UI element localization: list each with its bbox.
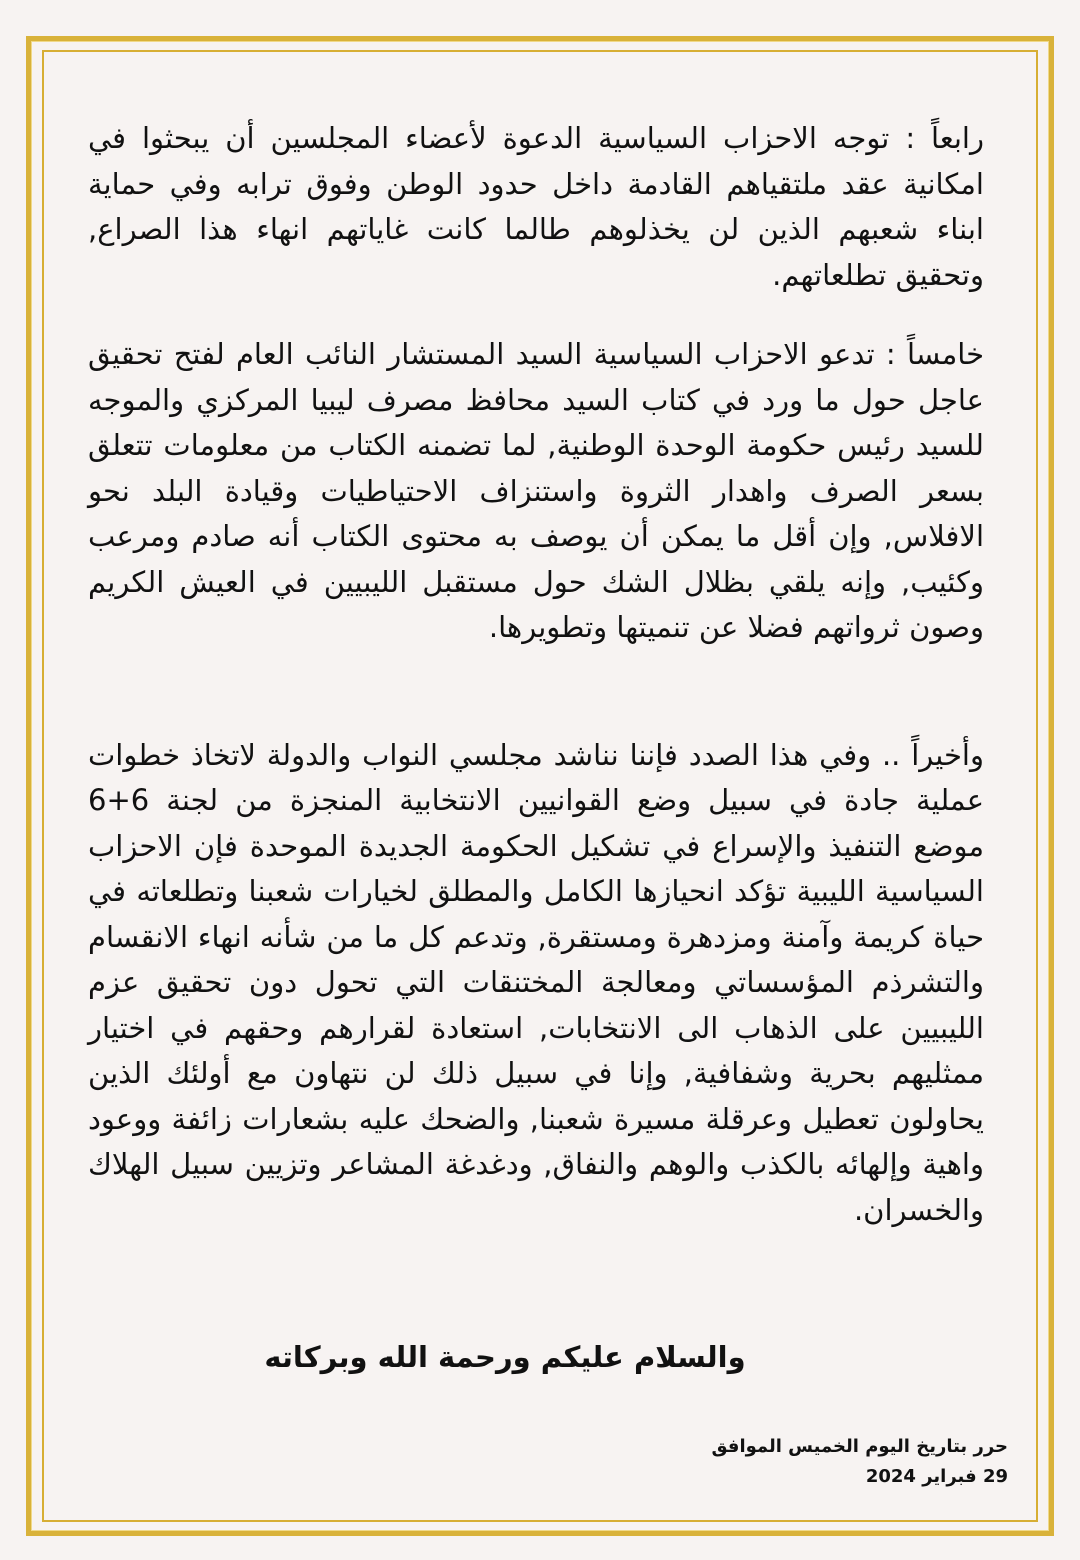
document-body bbox=[88, 116, 984, 1233]
issued-line: حرر بتاريخ اليوم الخميس الموافق bbox=[711, 1436, 1008, 1457]
paragraph-fourth: رابعاً : توجه الاحزاب السياسية الدعوة لأعضاء المجلسين أن يبحثوا في امكانية عقد ملتقياهم القادمة داخل حدود الوطن وفوق ترابه وفي حماية ابناء شعبهم الذين لن يخذلوهم طالما كانت غاياتهم انهاء هذا الصراع, وتحقيق تطلعاتهم. bbox=[88, 121, 984, 292]
paragraph-finally: وأخيراً .. وفي هذا الصدد فإننا نناشد مجلسي النواب والدولة لاتخاذ خطوات عملية جادة في سبيل وضع القوانيين الانتخابية المنجزة من لجنة 6+6 موضع التنفيذ والإسراع في تشكيل الحكومة الجديدة الموحدة فإن الاحزاب السياسية الليبية تؤكد انحيازها الكامل والمطلق لخيارات شعبنا وتطلعاته في حياة كريمة وآمنة ومزدهرة ومستقرة, وتدعم كل ما من شأنه انهاء الانقسام والتشرذم المؤسساتي ومعالجة المختنقات التي تحول دون تحقيق عزم الليبيين على الذهاب الى الانتخابات, استعادة لقرارهم وحقهم في اختيار ممثليهم بحرية وشفافية, وإنا في سبيل ذلك لن نتهاون مع أولئك الذين يحاولون تعطيل وعرقلة مسيرة شعبنا, والضحك عليه بشعارات زائفة ووعود واهية وإلهائه بالكذب والوهم والنفاق, ودغدغة المشاعر وتزيين سبيل الهلاك والخسران. bbox=[88, 737, 984, 1227]
issued-date: 29 فبراير 2024 bbox=[865, 1466, 1008, 1487]
issued-date-block bbox=[588, 1432, 1008, 1492]
closing-greeting: والسلام عليكم ورحمة الله وبركاته bbox=[264, 1340, 746, 1374]
paragraph-fifth: خامساً : تدعو الاحزاب السياسية السيد المستشار النائب العام لفتح تحقيق عاجل حول ما ورد في كتاب السيد محافظ مصرف ليبيا المركزي والموجه للسيد رئيس حكومة الوحدة الوطنية, لما تضمنه الكتاب من معلومات تتعلق بسعر الصرف واهدار الثروة واستنزاف الاحتياطيات وقيادة البلد نحو الافلاس, وإن أقل ما يمكن أن يوصف به محتوى الكتاب أنه صادم ومرعب وكئيب, وإنه يلقي بظلال الشك حول مستقبل الليبيين في العيش الكريم وصون ثرواتهم فضلا عن تنميتها وتطويرها. bbox=[88, 337, 984, 644]
